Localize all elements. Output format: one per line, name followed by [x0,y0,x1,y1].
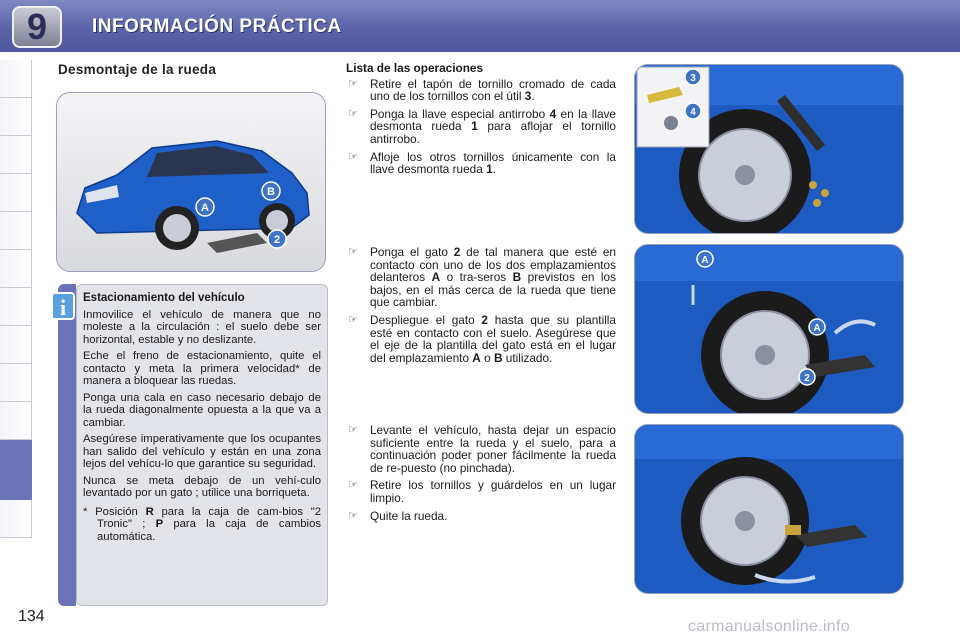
side-tab[interactable] [0,212,32,250]
callout-4: 4 [690,107,696,118]
chapter-title: INFORMACIÓN PRÁCTICA [92,16,342,37]
callout-A: A [813,323,821,334]
operation-item: ☞ Levante el vehículo, hasta dejar un espacio suficiente entre la rueda y el suelo, para a continuación poder poner fácilmente la rueda de re-puesto (no pinchada). [348,423,616,475]
info-box [76,284,328,606]
side-tab[interactable] [0,136,32,174]
info-footnote: * Posición R para la caja de cam-bios "2 Tronic" ; P para la caja de cambios automática. [83,505,322,543]
side-tab[interactable] [0,326,32,364]
callout-A: A [201,202,209,214]
operation-item: ☞ Afloje los otros tornillos únicamente con la llave desmonta rueda 1. [348,149,616,177]
section-title: Desmontaje de la rueda [58,62,217,77]
side-tab[interactable] [0,250,32,288]
info-paragraph: Asegúrese imperativamente que los ocupantes han salido del vehículo y están en una zona lejos del vehícu-lo que garantice su seguridad. [83,433,321,470]
operation-item: ☞ Ponga la llave especial antirrobo 4 en la llave desmonta rueda 1 para aflojar el tornillo antirrobo. [348,106,616,146]
wheel-bolts-illustration [634,64,904,234]
callout-3: 3 [690,73,696,84]
jack-position-illustration [634,244,904,414]
info-icon: i [51,292,75,320]
operation-item: ☞ Ponga el gato 2 de tal manera que esté en contacto con uno de los dos emplazamientos delanteros A o tra-seros B previstos en los bajos, en el más cerca de la rueda que tiene que cambiar. [348,245,617,310]
info-paragraph: Inmovilice el vehículo de manera que no moleste a la circulación : el suelo debe ser horizontal, estable y no deslizante. [83,308,321,346]
callout-B: B [267,186,275,198]
callout-2: 2 [804,373,810,384]
operations-group-1 [346,62,616,181]
side-tab[interactable] [0,402,32,440]
side-tab[interactable] [0,500,32,538]
info-box-bar [58,284,76,606]
chapter-badge: 9 [12,6,62,48]
operations-title: Lista de las operaciones [346,61,484,75]
operation-item: ☞ Despliegue el gato 2 hasta que su plantilla esté en contacto con el suelo. Asegúrese que el eje de la plantilla del gato está en el lugar del emplazamiento A o B utilizado. [348,312,616,365]
car-drawing [57,93,326,272]
info-paragraph: Nunca se meta debajo de un vehí-culo levantado por un gato ; utilice una borriqueta. [83,474,321,499]
info-box-title: Estacionamiento del vehículo [83,292,245,304]
side-tab[interactable] [0,60,32,98]
side-tab-active[interactable] [0,440,32,500]
operations-group-3 [346,424,616,527]
wheel-removal-illustration [634,424,904,594]
info-paragraph: Ponga una cala en caso necesario debajo de la rueda diagonalmente opuesta a la que va a cambiar. [83,391,321,429]
side-tab[interactable] [0,174,32,212]
side-tab[interactable] [0,288,32,326]
operation-item: ☞ Retire los tornillos y guárdelos en un lugar limpio. [348,478,616,505]
info-paragraph: Eche el freno de estacionamiento, quite el contacto y meta la primera velocidad* de manera a bloquear las ruedas. [83,350,321,387]
callout-A: A [701,255,709,266]
callout-2: 2 [273,234,281,246]
side-tab[interactable] [0,364,32,402]
operation-item: ☞ Retire el tapón de tornillo cromado de cada uno de los tornillos con el útil 3. [348,76,616,104]
operation-item: ☞ Quite la rueda. [348,508,448,523]
watermark: carmanualsonline.info [688,618,850,635]
page-number: 134 [18,608,45,625]
operations-group-2 [346,246,616,369]
side-tab[interactable] [0,98,32,136]
chapter-side-tabs [0,60,32,570]
car-illustration [56,92,326,272]
